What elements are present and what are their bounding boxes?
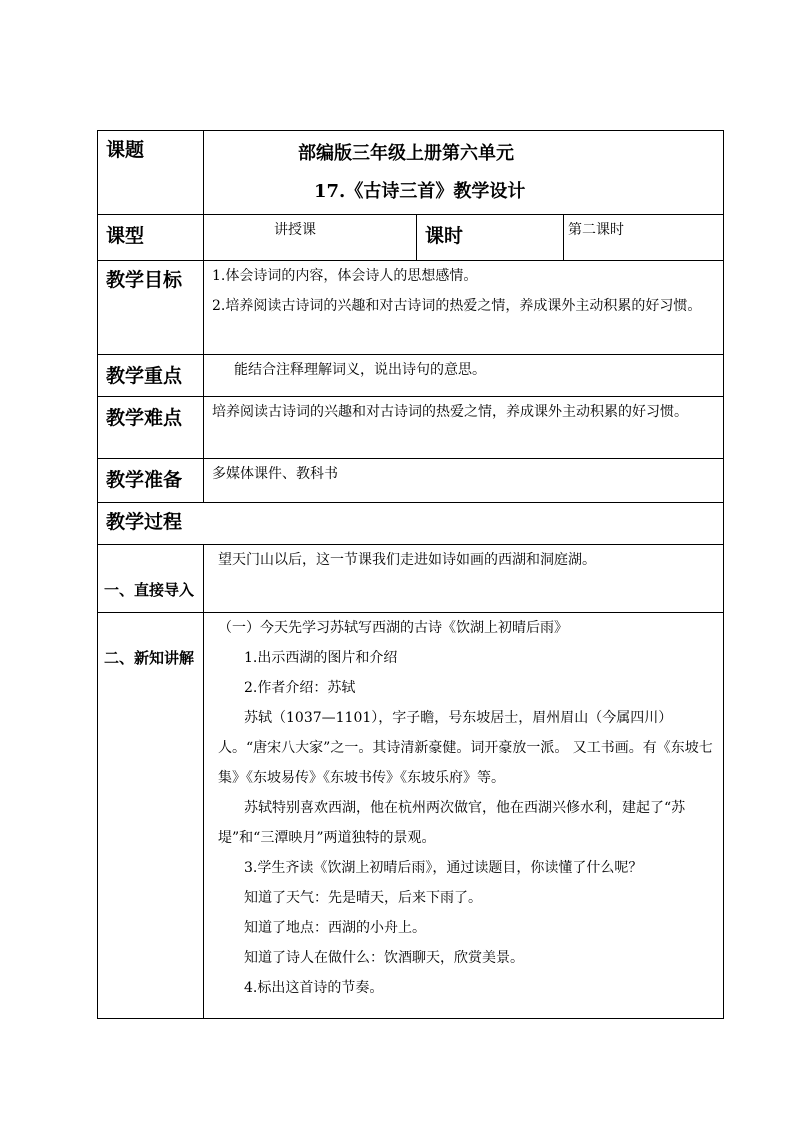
step2-line: 1.出示西湖的图片和介绍 xyxy=(244,650,398,666)
row-key-points xyxy=(98,355,724,397)
step2-line: 知道了天气：先是晴天，后来下雨了。 xyxy=(244,890,482,906)
step1-text: 望天门山以后，这一节课我们走进如诗如画的西湖和洞庭湖。 xyxy=(204,545,724,613)
title-line-1: 部编版三年级上册第六单元 xyxy=(298,143,514,164)
goals-cell xyxy=(204,261,724,355)
type-value: 讲授课 xyxy=(204,215,417,261)
step1-label: 一、直接导入 xyxy=(98,545,204,613)
prep-value: 多媒体课件、教科书 xyxy=(204,459,724,503)
goal-item: 2.培养阅读古诗词的兴趣和对古诗词的热爱之情，养成课外主动积累的好习惯。 xyxy=(212,298,702,314)
step2-line: 4.标出这首诗的节奏。 xyxy=(244,980,384,996)
row-difficulty xyxy=(98,397,724,459)
row-step-1 xyxy=(98,545,724,613)
step2-label: 二、新知讲解 xyxy=(98,613,204,1019)
subject-title-cell xyxy=(204,131,724,215)
step2-line: 苏轼特别喜欢西湖，他在杭州两次做官，他在西湖兴修水利，建起了“苏堤”和“三潭映月”两道独特的景观。 xyxy=(218,800,686,846)
goals-label: 教学目标 xyxy=(98,261,204,355)
step2-line: 知道了地点：西湖的小舟上。 xyxy=(244,920,426,936)
row-goals xyxy=(98,261,724,355)
step2-line: 2.作者介绍：苏轼 xyxy=(244,680,356,696)
row-process-header xyxy=(98,503,724,545)
step2-content xyxy=(204,613,724,1019)
subject-label: 课题 xyxy=(98,131,204,215)
lesson-plan-page xyxy=(97,130,723,1019)
process-label: 教学过程 xyxy=(98,503,724,545)
step2-line: 3.学生齐读《饮湖上初晴后雨》，通过读题目，你读懂了什么呢？ xyxy=(244,860,643,876)
step2-line: （一）今天先学习苏轼写西湖的古诗《饮湖上初晴后雨》 xyxy=(218,620,568,636)
period-label: 课时 xyxy=(417,215,564,261)
difficulty-value: 培养阅读古诗词的兴趣和对古诗词的热爱之情，养成课外主动积累的好习惯。 xyxy=(204,397,724,459)
row-prep xyxy=(98,459,724,503)
title-line-2: 17.《古诗三首》教学设计 xyxy=(314,181,526,202)
lesson-plan-table xyxy=(97,130,724,1019)
row-subject xyxy=(98,131,724,215)
step2-line: 苏轼（1037—1101），字子瞻，号东坡居士，眉州眉山（今属四川）人。“唐宋八大家”之一。其诗清新豪健。词开豪放一派。 又工书画。有《东坡七集》《东坡易传》《东坡书传》《东坡乐府》等。 xyxy=(218,710,713,786)
prep-label: 教学准备 xyxy=(98,459,204,503)
step2-line: 知道了诗人在做什么：饮酒聊天，欣赏美景。 xyxy=(244,950,524,966)
row-step-2 xyxy=(98,613,724,1019)
period-value: 第二课时 xyxy=(564,215,724,261)
row-type xyxy=(98,215,724,261)
type-label: 课型 xyxy=(98,215,204,261)
key-points-label: 教学重点 xyxy=(98,355,204,397)
key-points-value: 能结合注释理解词义，说出诗句的意思。 xyxy=(204,355,724,397)
difficulty-label: 教学难点 xyxy=(98,397,204,459)
goal-item: 1.体会诗词的内容，体会诗人的思想感情。 xyxy=(212,268,478,284)
